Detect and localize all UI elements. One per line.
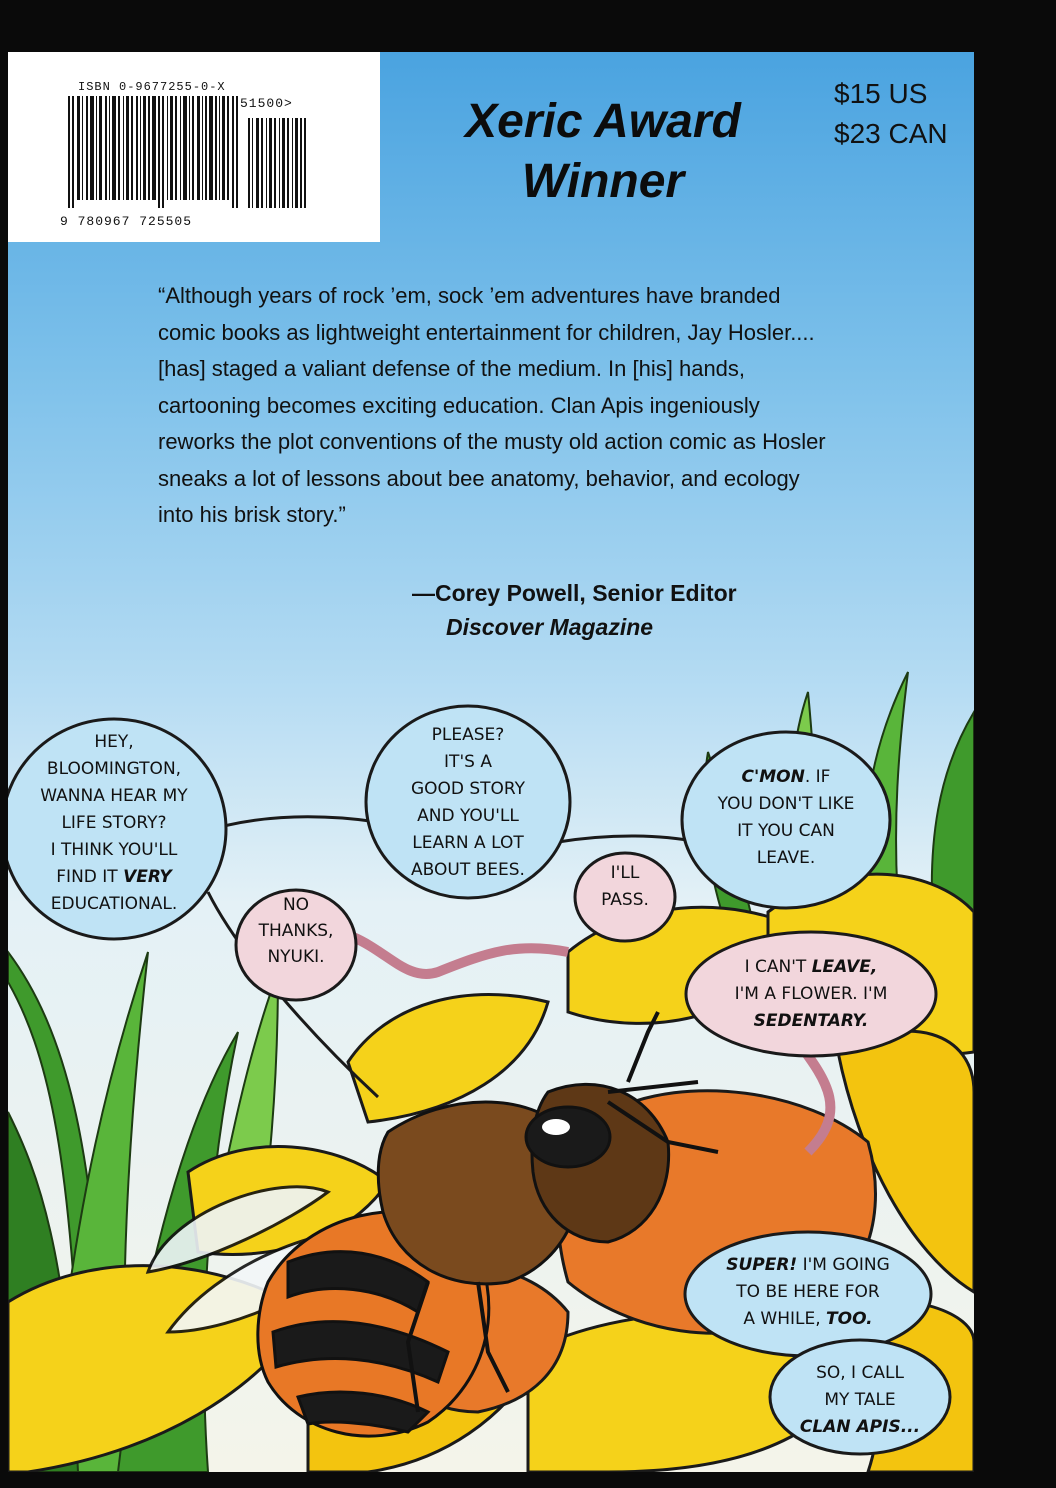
bubble-1-text: FIND IT bbox=[56, 867, 124, 887]
bubble-6-line bbox=[684, 1008, 938, 1035]
quote-attribution bbox=[412, 576, 737, 644]
speech-bubble-2 bbox=[236, 892, 356, 970]
bubble-8-line: SO, I CALL bbox=[816, 1363, 904, 1383]
bubble-3-line: AND YOU'LL bbox=[417, 806, 519, 826]
bubble-7-line bbox=[682, 1306, 934, 1333]
bubble-4-line: I'LL bbox=[610, 863, 640, 883]
bubble-4-line: PASS. bbox=[601, 890, 649, 910]
price-can: $23 CAN bbox=[834, 118, 948, 149]
bubble-6-line: I'M A FLOWER. I'M bbox=[734, 984, 888, 1004]
quote-author: —Corey Powell, Senior Editor bbox=[412, 580, 737, 606]
award-line-1: Xeric Award bbox=[465, 95, 741, 148]
bubble-3-line: GOOD STORY bbox=[410, 779, 526, 799]
barcode-label bbox=[8, 52, 380, 242]
bubble-6-line bbox=[684, 954, 938, 981]
award-line-2: Winner bbox=[521, 155, 685, 208]
review-quote: “Although years of rock ’em, sock ’em adventures have branded comic books as lightweight entertainment for children, Jay Hosler.... [has] staged a valiant defense of the medium. In [his] hands, cartooning becomes exciting education. Clan Apis ingeniously reworks the plot conventions of the musty old action comic as Hosler sneaks a lot of lessons about bee anatomy, behavior, and ecology into his brisk story.” bbox=[158, 283, 826, 527]
bubble-6-text: I CAN'T bbox=[744, 957, 812, 977]
bubble-8-line: MY TALE bbox=[824, 1390, 896, 1410]
bubble-3-line: PLEASE? bbox=[431, 725, 505, 745]
bubble-2-line: NYUKI. bbox=[267, 947, 325, 967]
bubble-1-line: I THINK YOU'LL bbox=[50, 840, 178, 860]
bubble-5-line: LEAVE. bbox=[756, 848, 816, 868]
price-us: $15 US bbox=[834, 78, 928, 109]
bubble-2-line: NO bbox=[282, 895, 310, 915]
bubble-5-line: YOU DON'T LIKE bbox=[717, 794, 855, 814]
barcode-ean-digits: 9 780967 725505 bbox=[60, 214, 193, 229]
barcode-bars bbox=[68, 96, 368, 212]
bubble-1-line: BLOOMINGTON, bbox=[46, 759, 182, 779]
bubble-8-emphasis: CLAN APIS... bbox=[799, 1417, 921, 1437]
isbn-text: ISBN 0-9677255-0-X bbox=[78, 80, 226, 94]
bubble-3-line: ABOUT BEES. bbox=[411, 860, 525, 880]
speech-bubble-1 bbox=[14, 729, 214, 918]
bubble-5-line bbox=[692, 764, 880, 791]
bubble-7-text: I'M GOING bbox=[797, 1255, 890, 1275]
bubble-1-line: WANNA HEAR MY bbox=[40, 786, 188, 806]
speech-bubble-7 bbox=[682, 1252, 934, 1333]
price-block bbox=[834, 74, 948, 154]
bubble-1-line: LIFE STORY? bbox=[61, 813, 167, 833]
bubble-6-emphasis: SEDENTARY. bbox=[753, 1011, 869, 1031]
bubble-8-line bbox=[770, 1414, 950, 1441]
bubble-1-line: HEY, bbox=[94, 732, 134, 752]
speech-bubble-3 bbox=[378, 722, 558, 884]
speech-bubble-8 bbox=[770, 1360, 950, 1441]
bubble-7-emphasis: TOO. bbox=[826, 1309, 873, 1329]
bubble-7-text: A WHILE, bbox=[743, 1309, 827, 1329]
speech-bubble-4 bbox=[578, 860, 672, 914]
speech-bubble-5 bbox=[692, 764, 880, 872]
bubble-2-line: THANKS, bbox=[258, 921, 334, 941]
bubble-5-line: IT YOU CAN bbox=[737, 821, 835, 841]
bubble-1-line bbox=[14, 864, 214, 891]
bubble-3-line: IT'S A bbox=[444, 752, 492, 772]
bubble-7-line bbox=[682, 1252, 934, 1279]
barcode-addon-digits: 51500> bbox=[240, 96, 293, 111]
bubble-5-text: . IF bbox=[804, 767, 831, 787]
bubble-6-emphasis: LEAVE, bbox=[811, 957, 878, 977]
bubble-7-line: TO BE HERE FOR bbox=[736, 1282, 880, 1302]
bubble-1-emphasis: VERY bbox=[123, 867, 172, 887]
book-back-cover bbox=[8, 52, 974, 1472]
bubble-7-emphasis: SUPER! bbox=[726, 1255, 798, 1275]
award-heading bbox=[408, 92, 798, 212]
quote-publication: Discover Magazine bbox=[446, 614, 654, 640]
bubble-5-emphasis: C'MON bbox=[741, 767, 805, 787]
bubble-1-line: EDUCATIONAL. bbox=[50, 894, 178, 914]
speech-bubble-6 bbox=[684, 954, 938, 1035]
bubble-3-line: LEARN A LOT bbox=[412, 833, 524, 853]
